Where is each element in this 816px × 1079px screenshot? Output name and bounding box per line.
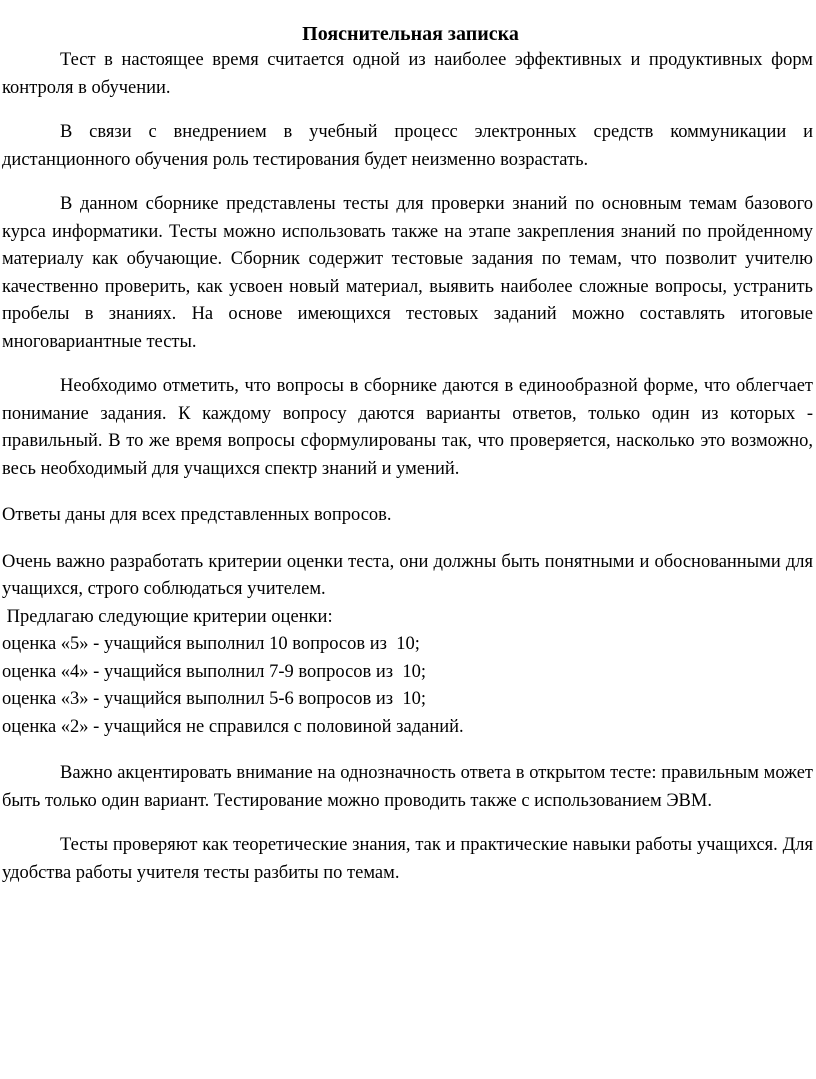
- paragraph-answers: Ответы даны для всех представленных вопросов.: [2, 505, 392, 525]
- paragraph-intro: Тест в настоящее время считается одной из наиболее эффективных и продуктивных форм контроля в обучении.: [2, 50, 813, 98]
- page-title: Пояснительная записка: [302, 23, 519, 45]
- paragraph-tests-check: Тесты проверяют как теоретические знания, так и практические навыки работы учащихся. Для удобства работы учителя тесты разбиты по темам.: [2, 835, 813, 883]
- paragraph-open-test: Важно акцентировать внимание на однозначность ответа в открытом тесте: правильным может быть только один вариант. Тестирование можно проводить также с использованием ЭВМ.: [2, 763, 813, 811]
- paragraph-criteria-intro: Предлагаю следующие критерии оценки:: [2, 606, 333, 627]
- paragraph-criteria-importance: Очень важно разработать критерии оценки теста, они должны быть понятными и обоснованными для учащихся, строго соблюдаться учителем.: [2, 551, 813, 599]
- criteria-grade-4: оценка «4» - учащийся выполнил 7-9 вопросов из 10;: [2, 661, 427, 682]
- criteria-grade-5: оценка «5» - учащийся выполнил 10 вопросов из 10;: [2, 634, 420, 654]
- paragraph-uniform-form: Необходимо отметить, что вопросы в сборнике даются в единообразной форме, что облегчает понимание задания. К каждому вопросу даются варианты ответов, только один из которых - правильный. В то же время вопросы сформулированы так, что проверяется, насколько это возможно, весь необходимый для учащихся спектр знаний и умений.: [2, 376, 813, 479]
- criteria-grade-3: оценка «3» - учащийся выполнил 5-6 вопросов из 10;: [2, 689, 427, 709]
- paragraph-distance-learning: В связи с внедрением в учебный процесс электронных средств коммуникации и дистанционного обучения роль тестирования будет неизменно возрастать.: [2, 122, 813, 170]
- paragraph-collection: В данном сборнике представлены тесты для проверки знаний по основным темам базового курса информатики. Тесты можно использовать также на этапе закрепления знаний по пройденному материалу как обучающие. Сборник содержит тестовые задания по темам, что позволит учителю качественно проверить, как усвоен новый материал, выявить наиболее сложные вопросы, устранить пробелы в знаниях. На основе имеющихся тестовых заданий можно составлять итоговые многовариантные тесты.: [2, 194, 813, 352]
- criteria-grade-2: оценка «2» - учащийся не справился с половиной заданий.: [2, 716, 464, 737]
